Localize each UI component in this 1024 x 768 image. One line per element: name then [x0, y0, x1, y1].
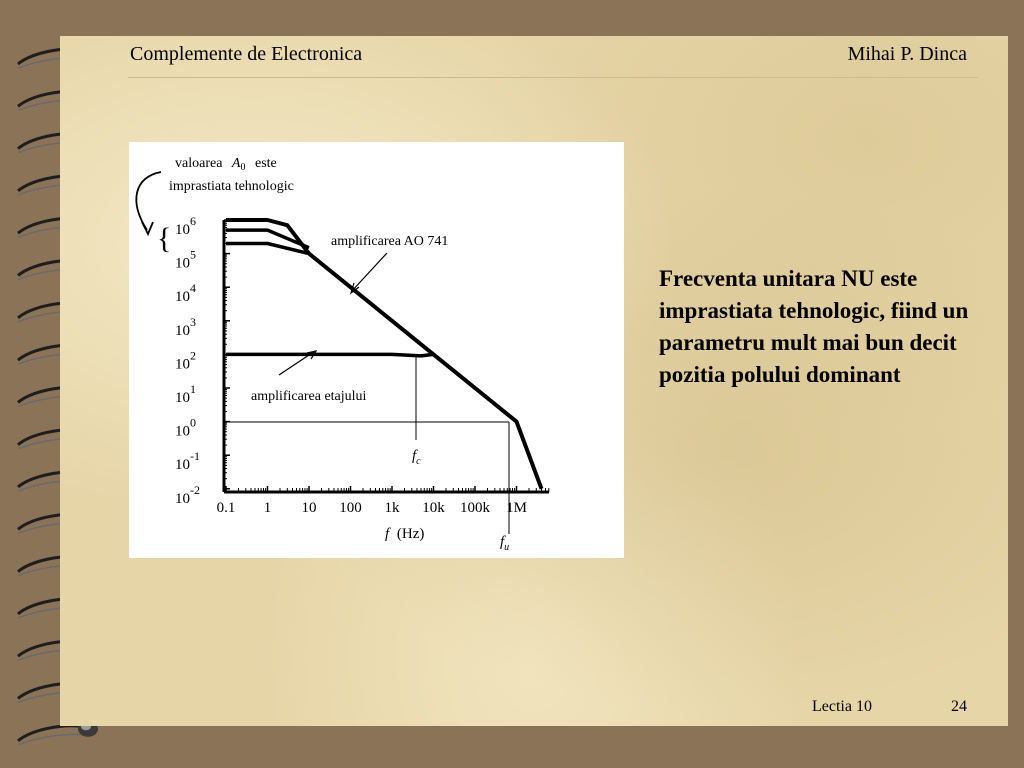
- y-tick-label: $10^4$: [175, 281, 196, 306]
- svg-text:valoarea A0 este: [175, 156, 277, 174]
- y-tick-label: $10^0$: [175, 415, 196, 440]
- y-tick-label: $10^6$: [175, 214, 196, 238]
- annotation-arrowhead: [142, 222, 153, 234]
- x-tick-label: 1k: [384, 500, 400, 516]
- brace-symbol: {: [157, 222, 172, 255]
- course-title: Complemente de Electronica: [130, 43, 363, 65]
- x-tick-label: 10: [301, 500, 317, 516]
- annotation-a0-text: valoarea: [175, 156, 223, 171]
- annotation-a0-sub: 0: [240, 162, 246, 173]
- bode-plot-svg: [129, 142, 624, 558]
- x-tick-label: 10k: [422, 500, 445, 516]
- header-divider: [128, 77, 978, 78]
- annotation-line2: imprastiata tehnologic: [169, 179, 294, 194]
- y-tick-label: $10^5$: [175, 247, 196, 272]
- label-fc: f: [412, 448, 417, 464]
- label-ao741: amplificarea AO 741: [331, 234, 449, 249]
- label-fu: f: [500, 534, 505, 550]
- x-tick-label: 0.1: [216, 500, 236, 516]
- x-tick-label: 1: [263, 500, 272, 516]
- xlabel-symbol: f: [385, 526, 390, 542]
- x-tick-label: 100k: [460, 500, 490, 516]
- annotation-a0-symbol: A: [231, 156, 241, 171]
- x-tick-label: 1M: [506, 500, 527, 516]
- y-tick-label: $10^{-2}$: [175, 482, 200, 507]
- label-fu-sub: u: [504, 542, 510, 553]
- author-name: Mihai P. Dinca: [847, 43, 967, 65]
- y-tick-label: $10^2$: [175, 348, 196, 373]
- lecture-label: Lectia 10: [812, 698, 872, 715]
- label-fc-sub: c: [416, 456, 421, 467]
- bode-plot-figure: [129, 142, 624, 558]
- y-tick-label: $10^3$: [175, 314, 196, 339]
- svg-text:fu: [500, 534, 509, 553]
- x-tick-label: 100: [339, 500, 362, 516]
- series-line-3: [226, 354, 517, 421]
- xlabel-unit: (Hz): [396, 526, 425, 542]
- ao741-pointer: [351, 253, 387, 292]
- y-tick-label: $10^1$: [175, 382, 196, 406]
- label-stage: amplificarea etajului: [251, 389, 367, 404]
- series-line-2: [226, 244, 309, 254]
- svg-text:fc: [412, 448, 421, 467]
- y-tick-label: $10^{-1}$: [175, 449, 200, 474]
- annotation-a0-tail: este: [254, 156, 277, 171]
- svg-text:f (Hz): [385, 526, 424, 542]
- page-number: 24: [951, 698, 967, 715]
- slide-body-text: Frecventa unitara NU este imprastiata tehnologic, fiind un parametru mult mai bun decit pozitia polului dominant: [659, 266, 969, 387]
